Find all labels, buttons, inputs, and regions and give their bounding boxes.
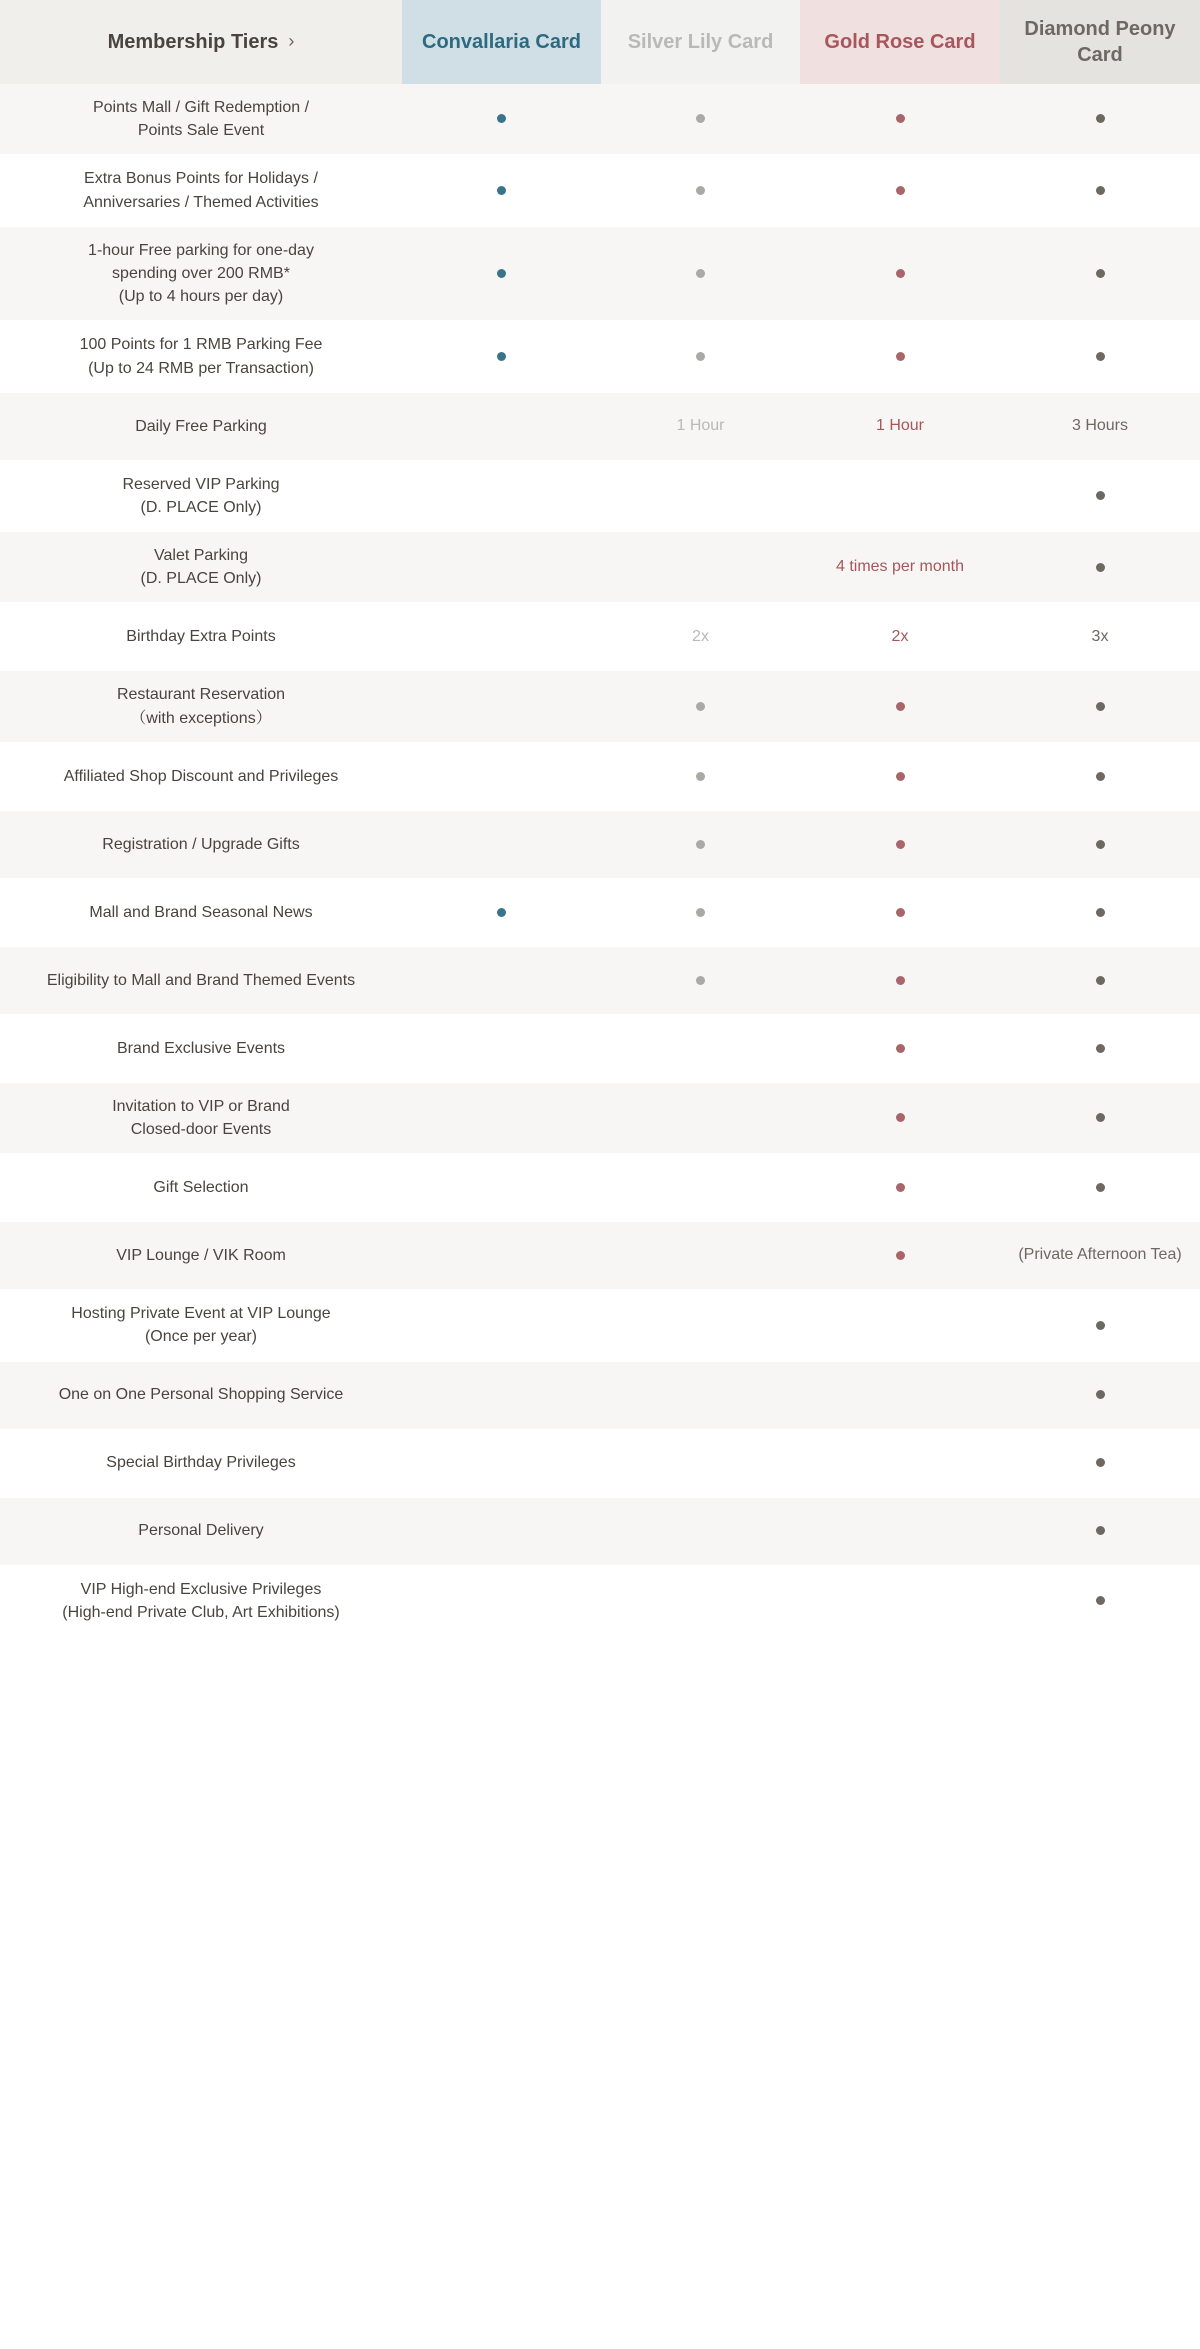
row-label: Reserved VIP Parking (D. PLACE Only) xyxy=(0,460,402,531)
table-row xyxy=(0,1222,1200,1290)
included-dot-icon xyxy=(696,976,705,985)
table-header xyxy=(0,0,1200,84)
included-dot-icon xyxy=(896,702,905,711)
column-header-silver-lily-card[interactable]: Silver Lily Card xyxy=(601,0,800,84)
cell-value: 1 Hour xyxy=(875,416,925,434)
cell-c1 xyxy=(402,155,601,226)
cell-c3 xyxy=(800,878,1000,946)
empty-cell xyxy=(408,567,595,568)
cell-c3 xyxy=(800,1497,1000,1565)
table-row xyxy=(0,84,1200,155)
included-dot-icon xyxy=(497,114,506,123)
cell-c4 xyxy=(1000,155,1200,226)
empty-cell xyxy=(607,1255,794,1256)
empty-cell xyxy=(607,567,794,568)
table-row xyxy=(0,1361,1200,1429)
row-label: Special Birthday Privileges xyxy=(0,1429,402,1497)
cell-c1 xyxy=(402,1290,601,1361)
cell-c3 xyxy=(800,84,1000,155)
included-dot-icon xyxy=(696,352,705,361)
included-dot-icon xyxy=(1096,114,1105,123)
cell-c3 xyxy=(800,1222,1000,1290)
cell-c4 xyxy=(1000,460,1200,531)
empty-cell xyxy=(408,426,595,427)
row-label: Valet Parking (D. PLACE Only) xyxy=(0,532,402,603)
table-row xyxy=(0,226,1200,321)
cell-c2 xyxy=(601,671,800,742)
column-header-gold-rose-card[interactable]: Gold Rose Card xyxy=(800,0,1000,84)
included-dot-icon xyxy=(896,1183,905,1192)
empty-cell xyxy=(806,1531,994,1532)
cell-c2 xyxy=(601,1222,800,1290)
row-label: 1-hour Free parking for one-day spending over 200 RMB* (Up to 4 hours per day) xyxy=(0,226,402,321)
table-row xyxy=(0,460,1200,531)
cell-c2 xyxy=(601,460,800,531)
membership-tiers-label: Membership Tiers xyxy=(107,31,279,53)
empty-cell xyxy=(607,1531,794,1532)
included-dot-icon xyxy=(896,1113,905,1122)
row-label: Gift Selection xyxy=(0,1154,402,1222)
cell-c2 xyxy=(601,742,800,810)
cell-value: 3x xyxy=(1091,627,1109,645)
included-dot-icon xyxy=(1096,352,1105,361)
table-row xyxy=(0,1082,1200,1153)
cell-c3 xyxy=(800,155,1000,226)
included-dot-icon xyxy=(497,908,506,917)
cell-c2 xyxy=(601,392,800,460)
cell-c1 xyxy=(402,1154,601,1222)
empty-cell xyxy=(408,636,595,637)
table-row xyxy=(0,1565,1200,1636)
cell-c3 xyxy=(800,532,1000,603)
row-label: Personal Delivery xyxy=(0,1497,402,1565)
table-row xyxy=(0,1290,1200,1361)
cell-c2 xyxy=(601,1082,800,1153)
cell-c1 xyxy=(402,84,601,155)
empty-cell xyxy=(607,1187,794,1188)
row-label: Extra Bonus Points for Holidays / Anniversaries / Themed Activities xyxy=(0,155,402,226)
included-dot-icon xyxy=(896,269,905,278)
cell-c1 xyxy=(402,1361,601,1429)
cell-c2 xyxy=(601,1361,800,1429)
cell-c3 xyxy=(800,1290,1000,1361)
column-header-diamond-peony-card[interactable]: Diamond Peony Card xyxy=(1000,0,1200,84)
empty-cell xyxy=(408,844,595,845)
cell-c1 xyxy=(402,1565,601,1636)
cell-c4 xyxy=(1000,1565,1200,1636)
included-dot-icon xyxy=(1096,772,1105,781)
cell-c1 xyxy=(402,460,601,531)
empty-cell xyxy=(607,1048,794,1049)
table-row xyxy=(0,878,1200,946)
row-label: Affiliated Shop Discount and Privileges xyxy=(0,742,402,810)
cell-value: 2x xyxy=(891,627,909,645)
empty-cell xyxy=(408,980,595,981)
included-dot-icon xyxy=(896,114,905,123)
empty-cell xyxy=(408,776,595,777)
included-dot-icon xyxy=(696,702,705,711)
cell-c3 xyxy=(800,742,1000,810)
empty-cell xyxy=(607,1600,794,1601)
table-row xyxy=(0,155,1200,226)
cell-c1 xyxy=(402,1222,601,1290)
row-label: VIP Lounge / VIK Room xyxy=(0,1222,402,1290)
cell-c1 xyxy=(402,742,601,810)
table-row xyxy=(0,392,1200,460)
empty-cell xyxy=(607,1395,794,1396)
cell-c3 xyxy=(800,603,1000,671)
cell-c1 xyxy=(402,946,601,1014)
empty-cell xyxy=(408,1325,595,1326)
row-label: Birthday Extra Points xyxy=(0,603,402,671)
included-dot-icon xyxy=(1096,563,1105,572)
cell-c4 xyxy=(1000,1497,1200,1565)
cell-c2 xyxy=(601,321,800,392)
cell-c4 xyxy=(1000,742,1200,810)
cell-c4 xyxy=(1000,1082,1200,1153)
row-label: Restaurant Reservation （with exceptions） xyxy=(0,671,402,742)
cell-c2 xyxy=(601,1014,800,1082)
included-dot-icon xyxy=(696,114,705,123)
membership-tiers-header[interactable] xyxy=(0,0,402,84)
empty-cell xyxy=(408,1600,595,1601)
cell-c3 xyxy=(800,946,1000,1014)
included-dot-icon xyxy=(1096,840,1105,849)
row-label: Brand Exclusive Events xyxy=(0,1014,402,1082)
row-label: Mall and Brand Seasonal News xyxy=(0,878,402,946)
cell-value: 2x xyxy=(692,627,709,645)
included-dot-icon xyxy=(896,352,905,361)
included-dot-icon xyxy=(1096,1458,1105,1467)
cell-c2 xyxy=(601,84,800,155)
cell-c1 xyxy=(402,532,601,603)
cell-c4 xyxy=(1000,1361,1200,1429)
table-row xyxy=(0,1154,1200,1222)
cell-c4 xyxy=(1000,810,1200,878)
empty-cell xyxy=(806,1463,994,1464)
included-dot-icon xyxy=(1096,269,1105,278)
included-dot-icon xyxy=(696,772,705,781)
empty-cell xyxy=(607,1463,794,1464)
empty-cell xyxy=(408,1531,595,1532)
table-row xyxy=(0,946,1200,1014)
row-label: One on One Personal Shopping Service xyxy=(0,1361,402,1429)
row-label: 100 Points for 1 RMB Parking Fee (Up to 24 RMB per Transaction) xyxy=(0,321,402,392)
cell-c2 xyxy=(601,226,800,321)
included-dot-icon xyxy=(1096,908,1105,917)
cell-value: 4 times per month xyxy=(835,558,965,576)
cell-c1 xyxy=(402,1429,601,1497)
chevron-right-icon[interactable]: › xyxy=(288,31,295,51)
included-dot-icon xyxy=(896,772,905,781)
cell-c2 xyxy=(601,1290,800,1361)
row-label: Invitation to VIP or Brand Closed-door Events xyxy=(0,1082,402,1153)
table-row xyxy=(0,603,1200,671)
cell-c2 xyxy=(601,1429,800,1497)
included-dot-icon xyxy=(696,908,705,917)
cell-c3 xyxy=(800,1429,1000,1497)
cell-c3 xyxy=(800,1361,1000,1429)
cell-value: 1 Hour xyxy=(676,416,725,434)
cell-c2 xyxy=(601,603,800,671)
cell-c2 xyxy=(601,878,800,946)
included-dot-icon xyxy=(1096,491,1105,500)
included-dot-icon xyxy=(1096,1321,1105,1330)
included-dot-icon xyxy=(696,840,705,849)
cell-c2 xyxy=(601,946,800,1014)
cell-c2 xyxy=(601,1497,800,1565)
included-dot-icon xyxy=(896,908,905,917)
empty-cell xyxy=(408,1048,595,1049)
empty-cell xyxy=(607,495,794,496)
cell-c4 xyxy=(1000,1014,1200,1082)
cell-c4 xyxy=(1000,878,1200,946)
table-body xyxy=(0,84,1200,1636)
cell-c4 xyxy=(1000,1154,1200,1222)
cell-c4 xyxy=(1000,1290,1200,1361)
table-row xyxy=(0,1014,1200,1082)
cell-c4 xyxy=(1000,226,1200,321)
row-label: VIP High-end Exclusive Privileges (High-end Private Club, Art Exhibitions) xyxy=(0,1565,402,1636)
cell-c1 xyxy=(402,603,601,671)
cell-c3 xyxy=(800,460,1000,531)
cell-value: 3 Hours xyxy=(1071,416,1129,434)
empty-cell xyxy=(607,1118,794,1119)
empty-cell xyxy=(408,1255,595,1256)
cell-c3 xyxy=(800,392,1000,460)
table-row xyxy=(0,532,1200,603)
empty-cell xyxy=(408,1463,595,1464)
included-dot-icon xyxy=(896,1251,905,1260)
included-dot-icon xyxy=(1096,186,1105,195)
cell-c2 xyxy=(601,1154,800,1222)
cell-c2 xyxy=(601,155,800,226)
cell-c3 xyxy=(800,1154,1000,1222)
cell-c1 xyxy=(402,810,601,878)
included-dot-icon xyxy=(896,840,905,849)
included-dot-icon xyxy=(1096,1183,1105,1192)
empty-cell xyxy=(806,1325,994,1326)
cell-c3 xyxy=(800,810,1000,878)
cell-c4 xyxy=(1000,1429,1200,1497)
included-dot-icon xyxy=(1096,1390,1105,1399)
cell-c4 xyxy=(1000,84,1200,155)
table-row xyxy=(0,810,1200,878)
table-row xyxy=(0,321,1200,392)
cell-c1 xyxy=(402,226,601,321)
cell-c1 xyxy=(402,1497,601,1565)
included-dot-icon xyxy=(497,186,506,195)
included-dot-icon xyxy=(1096,1526,1105,1535)
cell-c2 xyxy=(601,1565,800,1636)
empty-cell xyxy=(408,1395,595,1396)
empty-cell xyxy=(408,495,595,496)
included-dot-icon xyxy=(1096,702,1105,711)
cell-c1 xyxy=(402,1082,601,1153)
cell-c4 xyxy=(1000,321,1200,392)
included-dot-icon xyxy=(1096,976,1105,985)
cell-c3 xyxy=(800,1082,1000,1153)
empty-cell xyxy=(806,1600,994,1601)
empty-cell xyxy=(806,495,994,496)
row-label: Hosting Private Event at VIP Lounge (Once per year) xyxy=(0,1290,402,1361)
table-row xyxy=(0,1497,1200,1565)
table-row xyxy=(0,1429,1200,1497)
row-label: Eligibility to Mall and Brand Themed Events xyxy=(0,946,402,1014)
cell-c3 xyxy=(800,671,1000,742)
included-dot-icon xyxy=(497,269,506,278)
included-dot-icon xyxy=(696,269,705,278)
empty-cell xyxy=(607,1325,794,1326)
table-row xyxy=(0,671,1200,742)
row-label: Registration / Upgrade Gifts xyxy=(0,810,402,878)
cell-c4 xyxy=(1000,392,1200,460)
cell-c3 xyxy=(800,1014,1000,1082)
empty-cell xyxy=(806,1395,994,1396)
included-dot-icon xyxy=(1096,1596,1105,1605)
cell-c3 xyxy=(800,321,1000,392)
row-label: Points Mall / Gift Redemption / Points Sale Event xyxy=(0,84,402,155)
included-dot-icon xyxy=(896,186,905,195)
cell-c3 xyxy=(800,1565,1000,1636)
empty-cell xyxy=(408,706,595,707)
cell-c1 xyxy=(402,878,601,946)
cell-c3 xyxy=(800,226,1000,321)
cell-c1 xyxy=(402,392,601,460)
cell-c4 xyxy=(1000,1222,1200,1290)
cell-c2 xyxy=(601,532,800,603)
included-dot-icon xyxy=(896,976,905,985)
cell-c4 xyxy=(1000,532,1200,603)
included-dot-icon xyxy=(696,186,705,195)
included-dot-icon xyxy=(1096,1113,1105,1122)
cell-c1 xyxy=(402,1014,601,1082)
cell-c4 xyxy=(1000,671,1200,742)
cell-c1 xyxy=(402,321,601,392)
cell-value: (Private Afternoon Tea) xyxy=(1018,1246,1182,1264)
cell-c4 xyxy=(1000,946,1200,1014)
included-dot-icon xyxy=(896,1044,905,1053)
empty-cell xyxy=(408,1187,595,1188)
header-row xyxy=(0,0,1200,84)
empty-cell xyxy=(408,1118,595,1119)
cell-c2 xyxy=(601,810,800,878)
included-dot-icon xyxy=(1096,1044,1105,1053)
included-dot-icon xyxy=(497,352,506,361)
column-header-convallaria-card[interactable]: Convallaria Card xyxy=(402,0,601,84)
cell-c1 xyxy=(402,671,601,742)
cell-c4 xyxy=(1000,603,1200,671)
row-label: Daily Free Parking xyxy=(0,392,402,460)
table-row xyxy=(0,742,1200,810)
